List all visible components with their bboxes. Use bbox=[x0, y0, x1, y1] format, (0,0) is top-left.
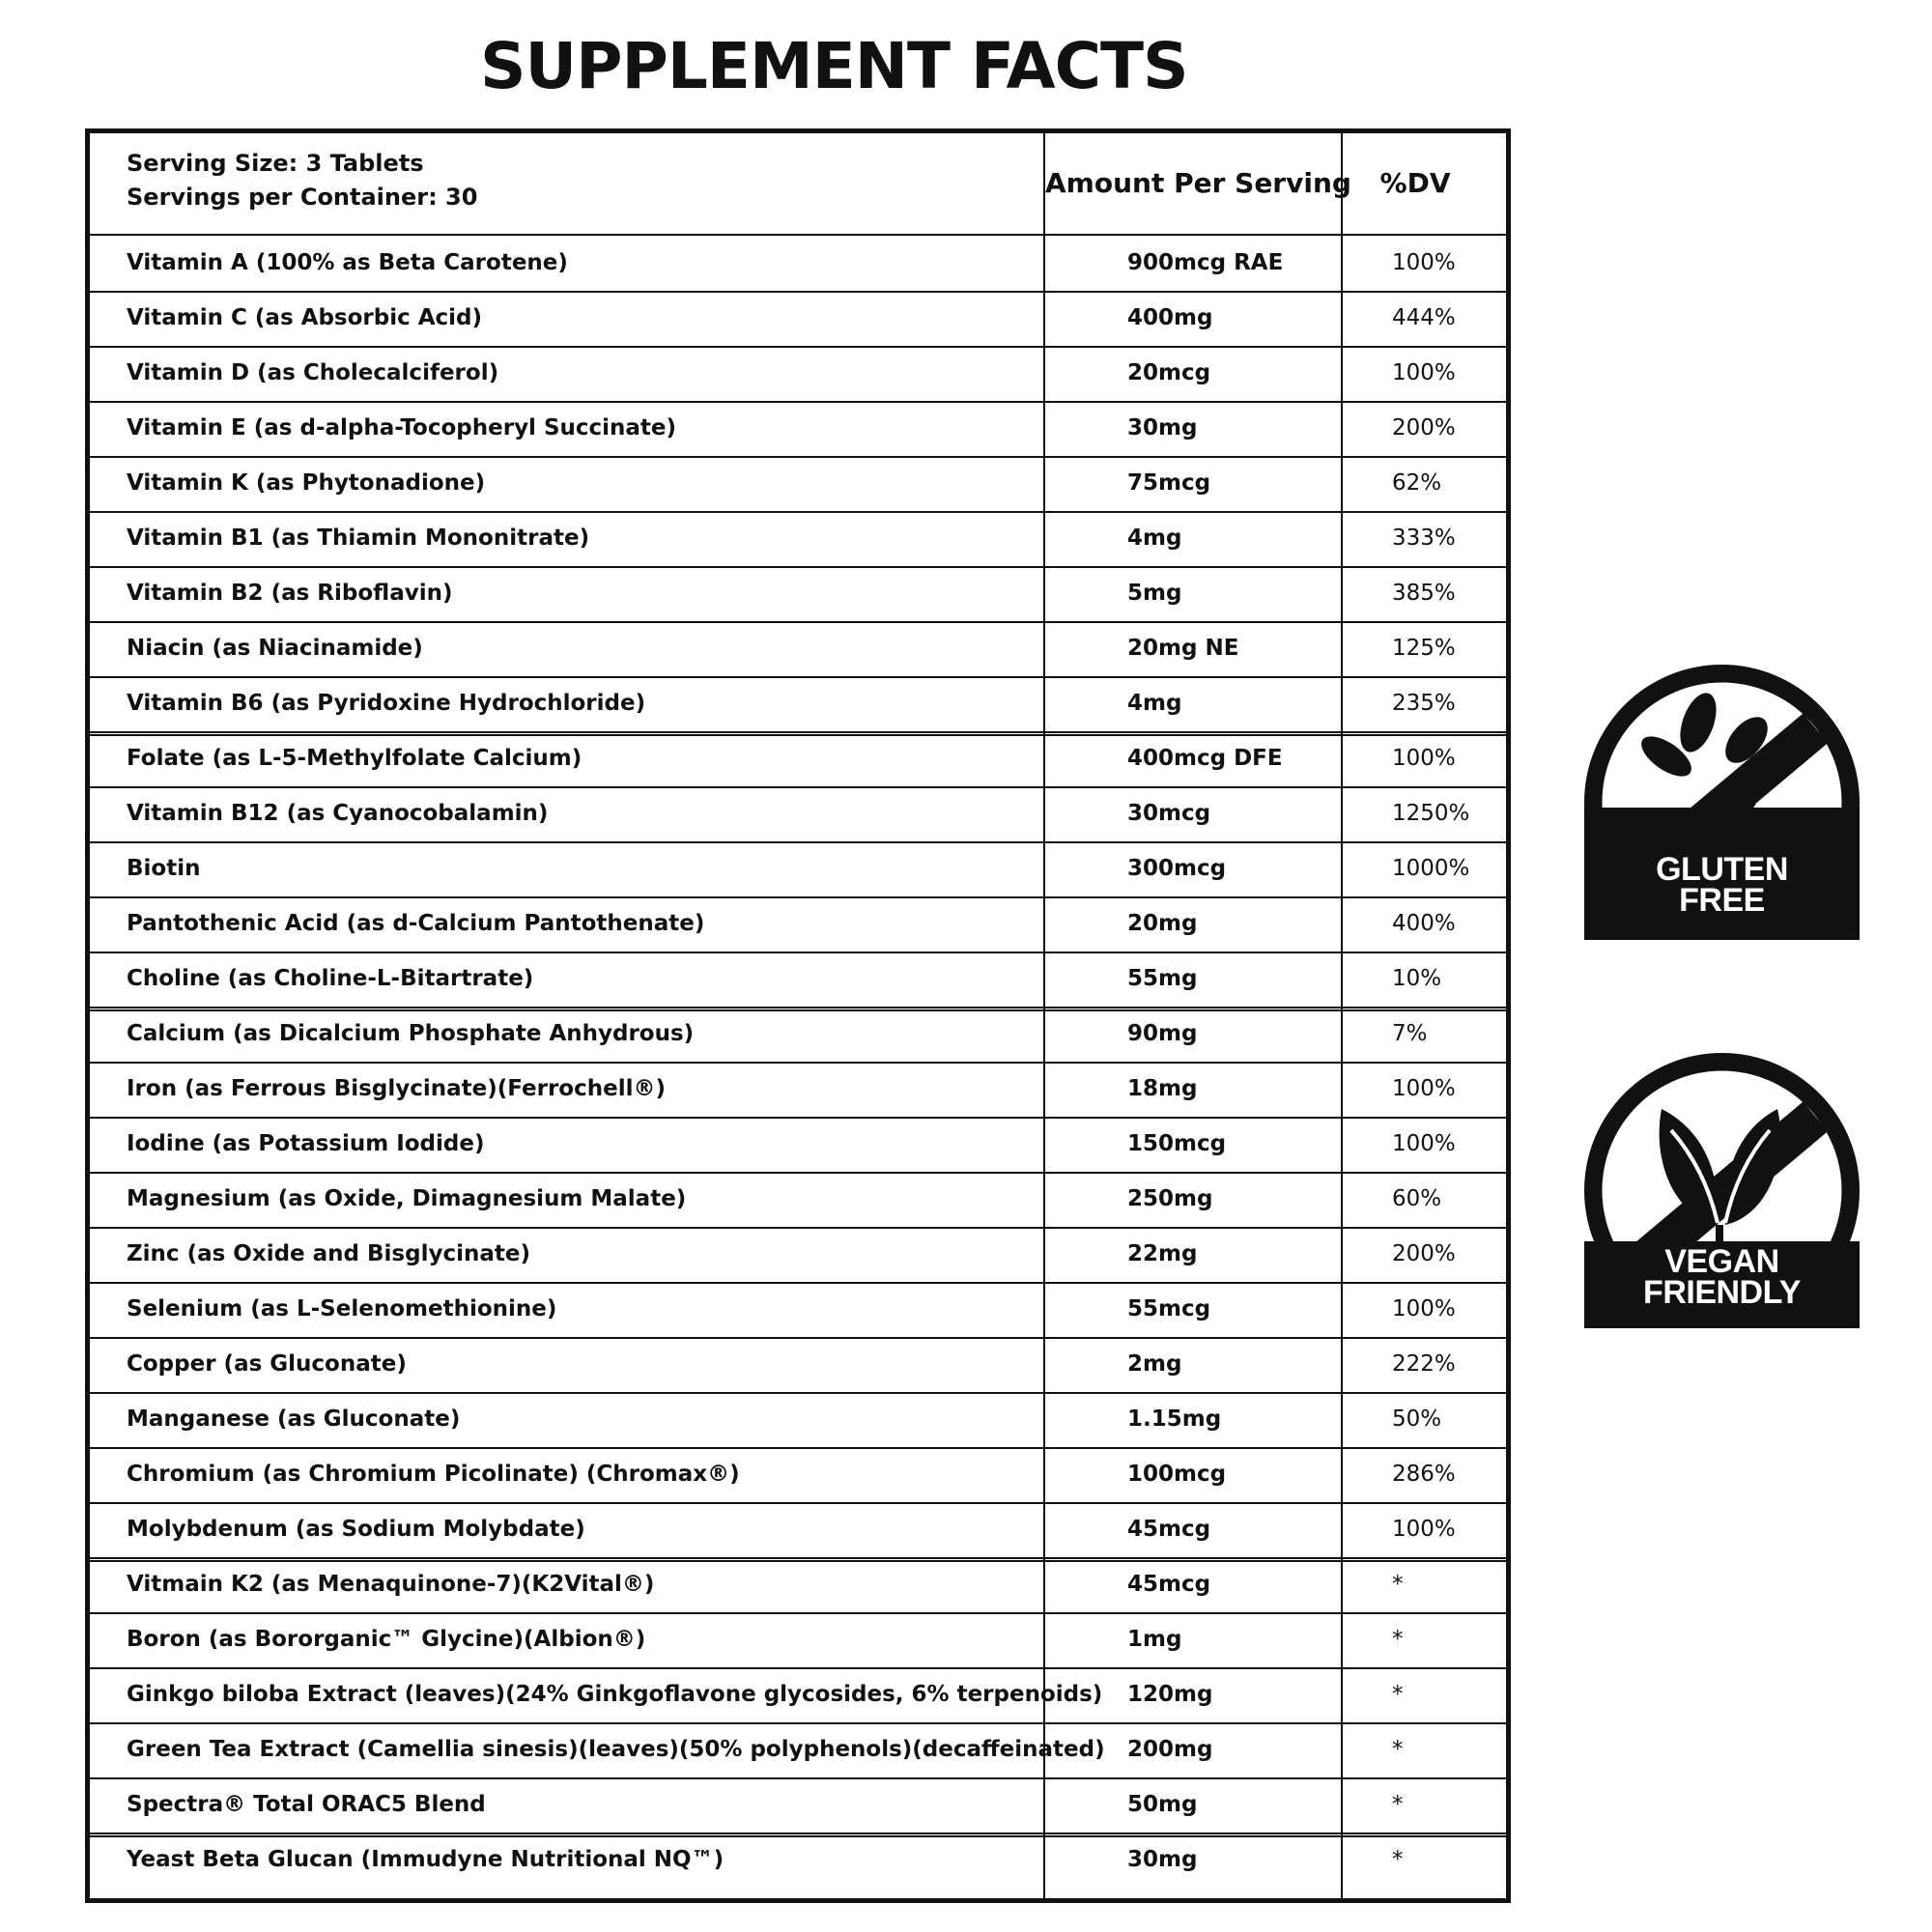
nutrient-name: Vitamin E (as d-alpha-Tocopheryl Succinate) bbox=[127, 415, 677, 440]
nutrient-amount: 400mg bbox=[1127, 305, 1213, 330]
nutrient-dv: 385% bbox=[1392, 581, 1456, 606]
nutrient-amount: 50mg bbox=[1127, 1792, 1198, 1817]
nutrient-amount: 250mg bbox=[1127, 1186, 1213, 1211]
nutrient-dv: 444% bbox=[1392, 305, 1456, 330]
nutrient-name: Vitmain K2 (as Menaquinone-7)(K2Vital®) bbox=[127, 1572, 655, 1597]
table-row bbox=[90, 1777, 1506, 1837]
nutrient-dv: 1000% bbox=[1392, 856, 1470, 881]
nutrient-amount: 400mcg DFE bbox=[1127, 746, 1283, 771]
nutrient-amount: 20mg bbox=[1127, 911, 1198, 936]
nutrient-name: Magnesium (as Oxide, Dimagnesium Malate) bbox=[127, 1186, 687, 1211]
nutrient-amount: 30mg bbox=[1127, 415, 1198, 440]
nutrient-amount: 90mg bbox=[1127, 1021, 1198, 1046]
table-row bbox=[90, 1227, 1506, 1284]
table-row bbox=[90, 1007, 1506, 1064]
nutrient-amount: 45mcg bbox=[1127, 1572, 1211, 1597]
badge-line2: FREE bbox=[1679, 882, 1765, 919]
nutrient-amount: 900mcg RAE bbox=[1127, 250, 1284, 275]
page-title: SUPPLEMENT FACTS bbox=[480, 29, 1188, 103]
table-row bbox=[90, 1172, 1506, 1229]
nutrient-dv: 100% bbox=[1392, 746, 1456, 771]
nutrient-amount: 5mg bbox=[1127, 581, 1182, 606]
table-row bbox=[90, 566, 1506, 623]
nutrient-amount: 150mcg bbox=[1127, 1131, 1227, 1156]
nutrient-name: Ginkgo biloba Extract (leaves)(24% Ginkgoflavone glycosides, 6% terpenoids) bbox=[127, 1682, 1103, 1707]
servings-per-container: Servings per Container: 30 bbox=[127, 184, 478, 211]
nutrient-amount: 4mg bbox=[1127, 691, 1182, 716]
table-row bbox=[90, 511, 1506, 568]
table-row bbox=[90, 291, 1506, 348]
nutrient-name: Choline (as Choline-L-Bitartrate) bbox=[127, 966, 534, 991]
table-row bbox=[90, 401, 1506, 458]
nutrient-dv: * bbox=[1392, 1572, 1404, 1597]
nutrient-dv: 100% bbox=[1392, 360, 1456, 385]
nutrient-amount: 30mg bbox=[1127, 1847, 1198, 1872]
nutrient-dv: * bbox=[1392, 1737, 1404, 1762]
nutrient-name: Vitamin K (as Phytonadione) bbox=[127, 470, 486, 496]
nutrient-amount: 1.15mg bbox=[1127, 1406, 1222, 1432]
table-header bbox=[90, 133, 1506, 236]
nutrient-name: Copper (as Gluconate) bbox=[127, 1351, 407, 1377]
table-row bbox=[90, 676, 1506, 736]
nutrient-name: Niacin (as Niacinamide) bbox=[127, 636, 423, 661]
nutrient-dv: * bbox=[1392, 1682, 1404, 1707]
nutrient-amount: 20mcg bbox=[1127, 360, 1211, 385]
nutrient-dv: 62% bbox=[1392, 470, 1442, 496]
nutrient-dv: 200% bbox=[1392, 415, 1456, 440]
table-row bbox=[90, 1337, 1506, 1394]
gluten-free-badge bbox=[1584, 665, 1860, 940]
table-row bbox=[90, 456, 1506, 513]
table-row bbox=[90, 841, 1506, 898]
table-row bbox=[90, 1833, 1506, 1888]
nutrient-amount: 120mg bbox=[1127, 1682, 1213, 1707]
nutrient-name: Vitamin B2 (as Riboflavin) bbox=[127, 581, 453, 606]
badge-line1: GLUTEN bbox=[1656, 851, 1788, 888]
nutrient-dv: 333% bbox=[1392, 526, 1456, 551]
nutrient-name: Iodine (as Potassium Iodide) bbox=[127, 1131, 485, 1156]
nutrient-dv: 10% bbox=[1392, 966, 1442, 991]
nutrient-dv: 60% bbox=[1392, 1186, 1442, 1211]
nutrient-name: Green Tea Extract (Camellia sinesis)(leaves)(50% polyphenols)(decaffeinated) bbox=[127, 1737, 1105, 1762]
nutrient-amount: 100mcg bbox=[1127, 1462, 1227, 1487]
table-row bbox=[90, 952, 1506, 1011]
table-row bbox=[90, 1722, 1506, 1779]
nutrient-amount: 55mg bbox=[1127, 966, 1198, 991]
vegan-friendly-badge bbox=[1584, 1053, 1860, 1328]
nutrient-name: Boron (as Bororganic™ Glycine)(Albion®) bbox=[127, 1627, 646, 1652]
nutrient-name: Chromium (as Chromium Picolinate) (Chromax®) bbox=[127, 1462, 740, 1487]
nutrient-amount: 22mg bbox=[1127, 1241, 1198, 1266]
nutrient-amount: 45mcg bbox=[1127, 1517, 1211, 1542]
nutrient-dv: 286% bbox=[1392, 1462, 1456, 1487]
table-row bbox=[90, 1447, 1506, 1504]
nutrient-amount: 200mg bbox=[1127, 1737, 1213, 1762]
table-row bbox=[90, 731, 1506, 788]
table-row bbox=[90, 1282, 1506, 1339]
badge-line1: VEGAN bbox=[1664, 1243, 1779, 1280]
table-row bbox=[90, 236, 1506, 293]
table-row bbox=[90, 1062, 1506, 1119]
amount-column-header: Amount Per Serving bbox=[1045, 167, 1351, 199]
nutrient-dv: * bbox=[1392, 1847, 1404, 1872]
nutrient-name: Manganese (as Gluconate) bbox=[127, 1406, 461, 1432]
nutrient-amount: 4mg bbox=[1127, 526, 1182, 551]
table-row bbox=[90, 346, 1506, 403]
nutrient-name: Zinc (as Oxide and Bisglycinate) bbox=[127, 1241, 530, 1266]
nutrient-name: Selenium (as L-Selenomethionine) bbox=[127, 1296, 557, 1321]
table-row bbox=[90, 1612, 1506, 1669]
nutrient-rows bbox=[90, 236, 1506, 1898]
nutrient-name: Vitamin C (as Absorbic Acid) bbox=[127, 305, 483, 330]
nutrient-name: Folate (as L-5-Methylfolate Calcium) bbox=[127, 746, 582, 771]
nutrient-dv: * bbox=[1392, 1627, 1404, 1652]
nutrient-amount: 20mg NE bbox=[1127, 636, 1239, 661]
badge-line2: FRIENDLY bbox=[1643, 1274, 1801, 1311]
table-row bbox=[90, 1667, 1506, 1724]
table-row bbox=[90, 1557, 1506, 1614]
nutrient-amount: 2mg bbox=[1127, 1351, 1182, 1377]
nutrient-name: Vitamin B6 (as Pyridoxine Hydrochloride) bbox=[127, 691, 646, 716]
nutrient-dv: 100% bbox=[1392, 1296, 1456, 1321]
nutrient-dv: 50% bbox=[1392, 1406, 1442, 1432]
nutrient-amount: 18mg bbox=[1127, 1076, 1198, 1101]
nutrient-name: Biotin bbox=[127, 856, 201, 881]
nutrient-dv: 7% bbox=[1392, 1021, 1428, 1046]
nutrient-name: Pantothenic Acid (as d-Calcium Pantothenate) bbox=[127, 911, 705, 936]
nutrient-amount: 30mcg bbox=[1127, 801, 1211, 826]
nutrient-name: Spectra® Total ORAC5 Blend bbox=[127, 1792, 486, 1817]
serving-info bbox=[127, 147, 477, 214]
nutrient-dv: 1250% bbox=[1392, 801, 1470, 826]
table-row bbox=[90, 1392, 1506, 1449]
nutrient-dv: 235% bbox=[1392, 691, 1456, 716]
nutrient-dv: 400% bbox=[1392, 911, 1456, 936]
nutrient-dv: * bbox=[1392, 1792, 1404, 1817]
nutrient-amount: 55mcg bbox=[1127, 1296, 1211, 1321]
nutrient-name: Vitamin D (as Cholecalciferol) bbox=[127, 360, 499, 385]
table-row bbox=[90, 1502, 1506, 1562]
nutrient-dv: 222% bbox=[1392, 1351, 1456, 1377]
nutrient-name: Molybdenum (as Sodium Molybdate) bbox=[127, 1517, 585, 1542]
nutrient-dv: 125% bbox=[1392, 636, 1456, 661]
nutrient-dv: 100% bbox=[1392, 1076, 1456, 1101]
nutrient-name: Vitamin A (100% as Beta Carotene) bbox=[127, 250, 568, 275]
nutrient-amount: 1mg bbox=[1127, 1627, 1182, 1652]
nutrient-name: Yeast Beta Glucan (Immudyne Nutritional NQ™) bbox=[127, 1847, 724, 1872]
table-row bbox=[90, 621, 1506, 678]
nutrient-dv: 100% bbox=[1392, 250, 1456, 275]
nutrient-name: Iron (as Ferrous Bisglycinate)(Ferrochell®) bbox=[127, 1076, 666, 1101]
nutrient-name: Vitamin B12 (as Cyanocobalamin) bbox=[127, 801, 549, 826]
dv-column-header: %DV bbox=[1379, 167, 1451, 199]
nutrient-name: Calcium (as Dicalcium Phosphate Anhydrous) bbox=[127, 1021, 695, 1046]
nutrient-dv: 100% bbox=[1392, 1131, 1456, 1156]
nutrient-dv: 200% bbox=[1392, 1241, 1456, 1266]
supplement-facts-table bbox=[85, 128, 1511, 1903]
serving-size: Serving Size: 3 Tablets bbox=[127, 150, 424, 177]
table-row bbox=[90, 1117, 1506, 1174]
nutrient-dv: 100% bbox=[1392, 1517, 1456, 1542]
nutrient-amount: 75mcg bbox=[1127, 470, 1211, 496]
table-row bbox=[90, 896, 1506, 953]
nutrient-name: Vitamin B1 (as Thiamin Mononitrate) bbox=[127, 526, 590, 551]
table-row bbox=[90, 786, 1506, 843]
nutrient-amount: 300mcg bbox=[1127, 856, 1227, 881]
